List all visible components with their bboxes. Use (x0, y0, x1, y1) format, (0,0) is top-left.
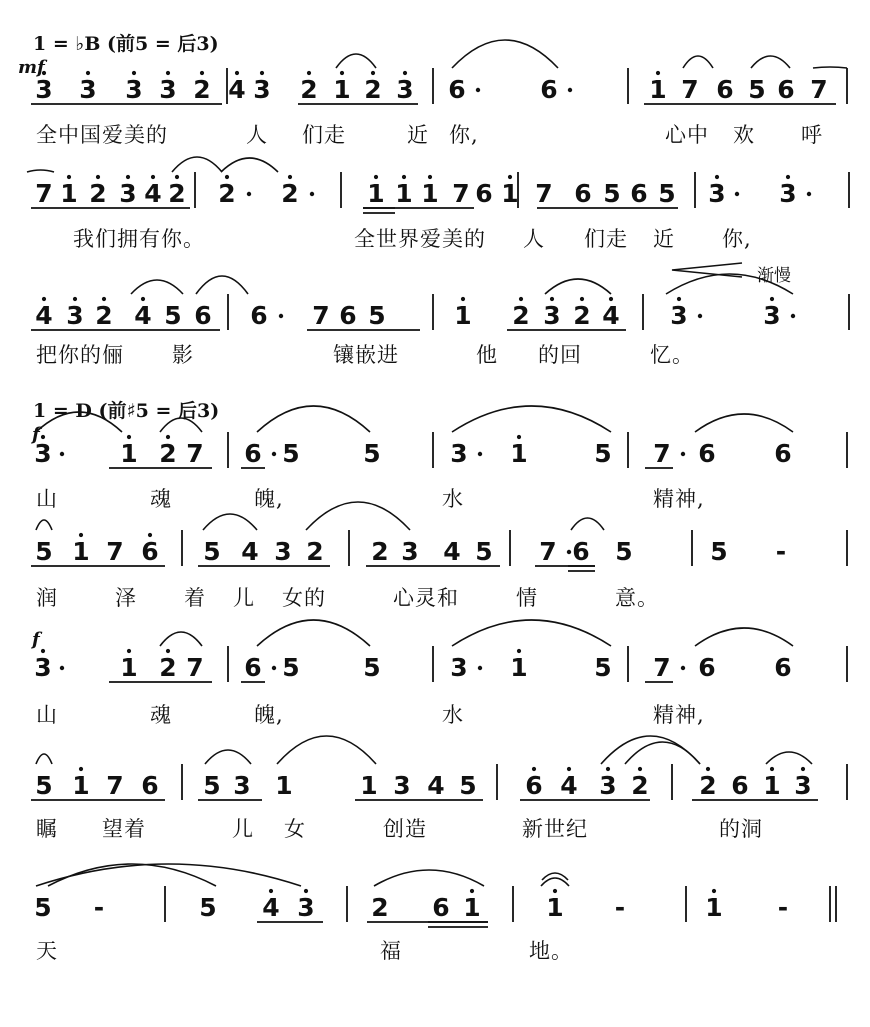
lyric-syllables: 呼 (801, 123, 823, 147)
note-digit: 6 (525, 771, 543, 800)
note-digit: 5 (203, 771, 221, 800)
note-digit: 3 (450, 653, 468, 682)
augmentation-dot (567, 550, 571, 554)
augmentation-dot (310, 192, 314, 196)
note-digit: 2 (699, 771, 717, 800)
note-digit: 6 (141, 771, 159, 800)
note-digit: 1 (510, 439, 528, 468)
lyric-syllables: 人 (523, 227, 545, 251)
note-digit: 1 (120, 439, 138, 468)
fermata-mark (542, 873, 568, 880)
note-digit: 3 (543, 301, 561, 330)
lyric-syllables: 魄, (254, 487, 284, 511)
note-digit: 2 (573, 301, 591, 330)
note-digit: 2 (300, 75, 318, 104)
lyric-syllables: 情 (516, 586, 538, 610)
note-digit: 3 (34, 439, 52, 468)
lyric-syllables: 瞩 (36, 817, 58, 841)
note-digit: 3 (79, 75, 97, 104)
slur-arc (751, 56, 790, 68)
slur-arc (545, 279, 611, 294)
sustain-dash: - (93, 893, 105, 922)
lyric-syllables: 福 (380, 939, 402, 963)
note-digit: 1 (275, 771, 293, 800)
augmentation-dot (60, 452, 64, 456)
lyric-syllables: 近 (653, 227, 675, 251)
note-digit: 3 (125, 75, 143, 104)
lyric-syllables: 水 (442, 703, 464, 727)
note-digit: 6 (774, 439, 792, 468)
lyric-syllables: 山 (36, 487, 58, 511)
note-digit: 2 (364, 75, 382, 104)
lyric-syllables: 全中国爱美的 (36, 123, 168, 147)
note-digit: 6 (698, 439, 716, 468)
lyric-syllables: 魂 (150, 487, 172, 511)
note-digit: 3 (779, 179, 797, 208)
note-digit: 3 (159, 75, 177, 104)
note-digit: 4 (35, 301, 53, 330)
slur-arc (374, 870, 484, 886)
lyric-syllables: 把你的俪 (36, 343, 124, 367)
slur-arc (257, 406, 370, 432)
note-digit: 1 (546, 893, 564, 922)
note-digit: 3 (396, 75, 414, 104)
note-digit: 5 (35, 771, 53, 800)
note-digit: 5 (748, 75, 766, 104)
key-signature-bflat: 1 = ♭B (前5 = 后3) (33, 33, 219, 55)
lyric-syllables: 心中 (665, 123, 709, 147)
lyric-syllables: 水 (442, 487, 464, 511)
note-digit: 1 (60, 179, 78, 208)
lyric-syllables: 全世界爱美的 (354, 227, 486, 251)
note-digit: 6 (244, 439, 262, 468)
lyric-syllables: 女的 (282, 586, 326, 610)
note-digit: 3 (670, 301, 688, 330)
note-digit: 1 (763, 771, 781, 800)
tempo-ritardando: 渐慢 (757, 266, 791, 286)
lyric-syllables: 他 (476, 343, 498, 367)
note-digit: 5 (199, 893, 217, 922)
note-digit: 6 (774, 653, 792, 682)
augmentation-dot (247, 192, 251, 196)
note-digit: 5 (459, 771, 477, 800)
note-digit: 2 (193, 75, 211, 104)
note-digit: 3 (794, 771, 812, 800)
lyric-syllables: 魂 (150, 703, 172, 727)
note-digit: 3 (450, 439, 468, 468)
note-digit: 5 (615, 537, 633, 566)
note-digit: 2 (306, 537, 324, 566)
slur-arc (695, 628, 793, 646)
augmentation-dot (476, 88, 480, 92)
lyric-syllables: 精神, (653, 703, 705, 727)
note-digit: 6 (475, 179, 493, 208)
note-digit: 3 (119, 179, 137, 208)
lyric-syllables: 忆。 (650, 343, 694, 367)
lyric-syllables: 泽 (115, 586, 137, 610)
lyric-syllables: 地。 (529, 939, 573, 963)
slur-arc (766, 752, 812, 764)
note-digit: 6 (630, 179, 648, 208)
note-digit: 6 (244, 653, 262, 682)
slur-arc (571, 518, 604, 530)
note-digit: 3 (35, 75, 53, 104)
lyric-syllables: 女 (284, 817, 306, 841)
note-digit: 1 (360, 771, 378, 800)
note-digit: 7 (35, 179, 53, 208)
lyric-syllables: 们走 (302, 123, 346, 147)
slur-arc (625, 742, 700, 764)
note-digit: 7 (653, 439, 671, 468)
note-digit: 6 (141, 537, 159, 566)
slur-arc (452, 620, 611, 646)
slur-arc (27, 170, 54, 172)
note-digit: 6 (777, 75, 795, 104)
note-digit: 5 (363, 653, 381, 682)
note-digit: 1 (395, 179, 413, 208)
dynamic-f-second: f (32, 629, 40, 650)
slur-arc (131, 280, 183, 294)
note-digit: 6 (572, 537, 590, 566)
note-digit: 2 (95, 301, 113, 330)
note-digit: 4 (134, 301, 152, 330)
note-digit: 1 (463, 893, 481, 922)
lyric-syllables: 魄, (254, 703, 284, 727)
note-digit: 1 (367, 179, 385, 208)
note-digit: 4 (262, 893, 280, 922)
lyric-syllables: 创造 (383, 817, 427, 841)
note-digit: 2 (281, 179, 299, 208)
lyric-syllables: 的洞 (719, 817, 763, 841)
note-digit: 1 (421, 179, 439, 208)
note-digit: 7 (452, 179, 470, 208)
lyric-syllables: 你, (449, 123, 479, 147)
note-digit: 7 (106, 537, 124, 566)
dynamic-mf: mf (18, 57, 45, 78)
note-digit: 1 (454, 301, 472, 330)
lyric-syllables: 新世纪 (522, 817, 588, 841)
augmentation-dot (735, 192, 739, 196)
note-digit: 3 (297, 893, 315, 922)
lyric-syllables: 天 (36, 939, 58, 963)
note-digit: 3 (599, 771, 617, 800)
lyric-syllables: 欢 (733, 123, 755, 147)
note-digit: 3 (253, 75, 271, 104)
note-digit: 3 (763, 301, 781, 330)
slur-arc (203, 514, 257, 530)
note-digit: 3 (393, 771, 411, 800)
slur-arc (172, 157, 222, 172)
note-digit: 7 (535, 179, 553, 208)
note-digit: 7 (681, 75, 699, 104)
slur-arc (452, 406, 611, 432)
slur-arc (277, 736, 376, 764)
augmentation-dot (60, 666, 64, 670)
note-digit: 4 (228, 75, 246, 104)
slur-arc (48, 864, 216, 886)
slur-arc (36, 754, 52, 764)
note-digit: 4 (560, 771, 578, 800)
augmentation-dot (698, 314, 702, 318)
note-digit: 6 (540, 75, 558, 104)
note-digit: 5 (368, 301, 386, 330)
augmentation-dot (568, 88, 572, 92)
lyric-syllables: 我们拥有你。 (73, 227, 205, 251)
note-digit: 4 (427, 771, 445, 800)
note-digit: 7 (312, 301, 330, 330)
slur-arc (541, 878, 569, 886)
note-digit: 4 (144, 179, 162, 208)
note-digit: 6 (250, 301, 268, 330)
slur-arc (36, 520, 52, 530)
augmentation-dot (478, 452, 482, 456)
lyric-syllables: 影 (172, 343, 194, 367)
augmentation-dot (272, 452, 276, 456)
slur-arc (813, 67, 847, 68)
note-digit: 1 (649, 75, 667, 104)
lyric-syllables: 心灵和 (393, 586, 459, 610)
key-signature-d: 1 = D (前♯5 = 后3) (33, 400, 220, 422)
note-digit: 7 (186, 653, 204, 682)
note-digit: 3 (34, 653, 52, 682)
note-digit: 6 (574, 179, 592, 208)
lyric-syllables: 儿 (232, 817, 254, 841)
slur-arc (36, 864, 301, 886)
augmentation-dot (807, 192, 811, 196)
augmentation-dot (478, 666, 482, 670)
note-digit: 6 (698, 653, 716, 682)
dynamic-f-first: f (32, 424, 40, 445)
note-digit: 5 (658, 179, 676, 208)
lyric-syllables: 山 (36, 703, 58, 727)
decrescendo-hairpin (672, 263, 742, 277)
slur-arc (196, 276, 248, 294)
slur-arc (205, 750, 251, 764)
sustain-dash: - (775, 537, 787, 566)
note-digit: 2 (89, 179, 107, 208)
note-digit: 2 (371, 537, 389, 566)
note-digit: 5 (603, 179, 621, 208)
note-digit: 5 (164, 301, 182, 330)
lyric-syllables: 望着 (102, 817, 146, 841)
note-digit: 2 (371, 893, 389, 922)
sustain-dash: - (777, 893, 789, 922)
augmentation-dot (681, 452, 685, 456)
slur-arc (160, 632, 202, 646)
note-digit: 2 (218, 179, 236, 208)
lyric-syllables: 们走 (584, 227, 628, 251)
note-digit: 6 (194, 301, 212, 330)
note-digit: 3 (66, 301, 84, 330)
augmentation-dot (791, 314, 795, 318)
augmentation-dot (272, 666, 276, 670)
lyric-syllables: 近 (407, 123, 429, 147)
note-digit: 6 (716, 75, 734, 104)
slur-arc (221, 158, 278, 172)
lyric-syllables: 你, (722, 227, 752, 251)
note-digit: 2 (631, 771, 649, 800)
lyric-syllables: 意。 (615, 586, 659, 610)
slur-arc (695, 414, 793, 432)
note-digit: 5 (282, 653, 300, 682)
slur-arc (683, 56, 713, 68)
note-digit: 5 (475, 537, 493, 566)
sustain-dash: - (614, 893, 626, 922)
slur-arc (336, 54, 376, 68)
lyric-syllables: 着 (184, 586, 206, 610)
augmentation-dot (681, 666, 685, 670)
note-digit: 5 (35, 537, 53, 566)
note-digit: 7 (810, 75, 828, 104)
slur-arc (452, 40, 558, 68)
note-digit: 5 (710, 537, 728, 566)
note-digit: 3 (401, 537, 419, 566)
note-digit: 3 (708, 179, 726, 208)
note-digit: 1 (510, 653, 528, 682)
lyric-syllables: 人 (246, 123, 268, 147)
note-digit: 6 (448, 75, 466, 104)
note-digit: 4 (602, 301, 620, 330)
note-digit: 5 (282, 439, 300, 468)
note-digit: 2 (159, 653, 177, 682)
note-digit: 5 (203, 537, 221, 566)
slur-arc (306, 502, 410, 530)
note-digit: 5 (594, 653, 612, 682)
augmentation-dot (279, 314, 283, 318)
note-digit: 1 (120, 653, 138, 682)
note-digit: 3 (274, 537, 292, 566)
lyric-syllables: 镶嵌进 (333, 343, 399, 367)
lyric-syllables: 儿 (233, 586, 255, 610)
note-digit: 5 (363, 439, 381, 468)
note-digit: 4 (241, 537, 259, 566)
note-digit: 7 (106, 771, 124, 800)
note-digit: 3 (233, 771, 251, 800)
note-digit: 1 (705, 893, 723, 922)
lyric-syllables: 润 (36, 586, 58, 610)
slur-arc (257, 620, 370, 646)
lyric-syllables: 精神, (653, 487, 705, 511)
note-digit: 5 (594, 439, 612, 468)
note-digit: 1 (333, 75, 351, 104)
note-digit: 1 (501, 179, 519, 208)
note-digit: 4 (443, 537, 461, 566)
lyric-syllables: 的回 (538, 343, 582, 367)
note-digit: 6 (731, 771, 749, 800)
note-digit: 2 (168, 179, 186, 208)
note-digit: 2 (159, 439, 177, 468)
note-digit: 1 (72, 537, 90, 566)
note-digit: 7 (653, 653, 671, 682)
note-digit: 6 (339, 301, 357, 330)
note-digit: 6 (432, 893, 450, 922)
note-digit: 1 (72, 771, 90, 800)
note-digit: 2 (512, 301, 530, 330)
note-digit: 7 (539, 537, 557, 566)
note-digit: 5 (34, 893, 52, 922)
note-digit: 7 (186, 439, 204, 468)
